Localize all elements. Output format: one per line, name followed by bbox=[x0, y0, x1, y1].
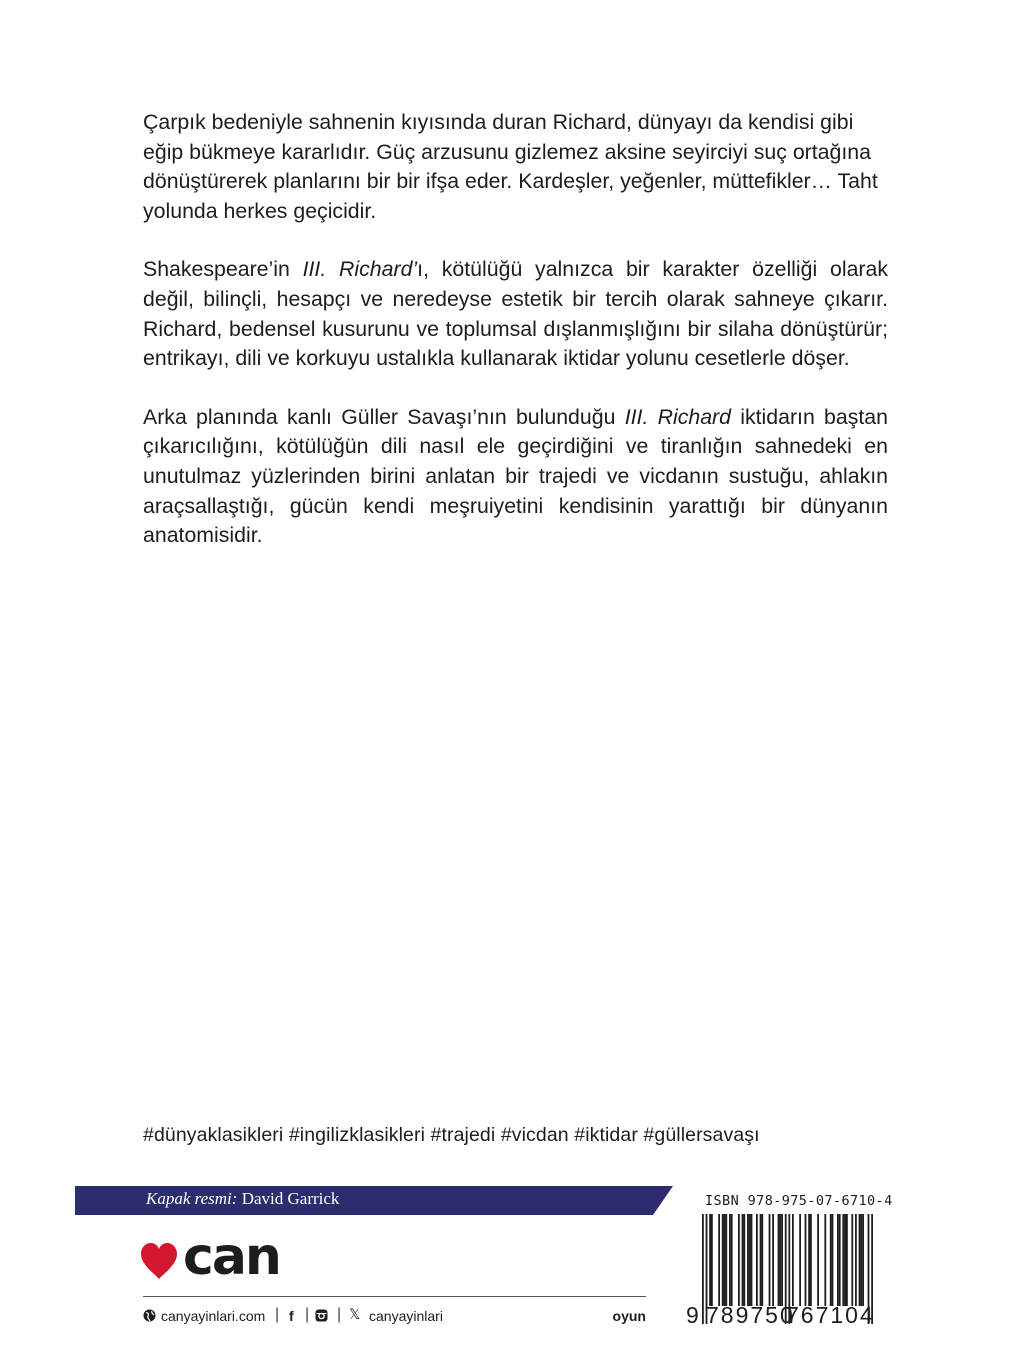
blurb-p2-start: Shakespeare’in bbox=[143, 257, 303, 282]
isbn-digits-right: 767104 bbox=[786, 1302, 875, 1328]
x-icon[interactable]: 𝕏 bbox=[349, 1307, 361, 1323]
barcode-bar bbox=[769, 1214, 771, 1306]
barcode-bar bbox=[742, 1214, 744, 1306]
isbn-digits-left: 789750 bbox=[706, 1302, 795, 1328]
separator: | bbox=[337, 1306, 342, 1323]
barcode-bar bbox=[722, 1214, 724, 1306]
back-cover-blurb bbox=[143, 108, 888, 580]
barcode-bar bbox=[846, 1214, 848, 1306]
book-title: III. Richard’ bbox=[302, 257, 418, 282]
barcode-bar bbox=[805, 1214, 807, 1306]
barcode-bar bbox=[702, 1214, 704, 1324]
barcode-bar bbox=[855, 1214, 857, 1306]
barcode-bar bbox=[844, 1214, 846, 1306]
barcode-bar bbox=[792, 1214, 794, 1306]
barcode-bar bbox=[725, 1214, 727, 1306]
barcode-bar bbox=[760, 1214, 762, 1306]
barcode-bar bbox=[724, 1214, 726, 1306]
website-link[interactable]: canyayinlari.com bbox=[161, 1308, 266, 1324]
social-handle[interactable]: canyayinlari bbox=[369, 1308, 443, 1324]
barcode-bar bbox=[731, 1214, 733, 1306]
barcode-bar bbox=[709, 1214, 711, 1306]
barcode-bar bbox=[859, 1214, 861, 1306]
globe-icon bbox=[143, 1309, 156, 1322]
instagram-icon[interactable] bbox=[315, 1309, 328, 1322]
separator: | bbox=[275, 1306, 280, 1323]
barcode-bar bbox=[810, 1214, 812, 1306]
barcode-bar bbox=[817, 1214, 819, 1306]
barcode-bar bbox=[718, 1214, 720, 1306]
barcode-bar bbox=[751, 1214, 753, 1306]
barcode-bar bbox=[779, 1214, 781, 1306]
blurb-paragraph-2 bbox=[143, 255, 888, 373]
genre-label: oyun bbox=[612, 1308, 646, 1324]
blurb-p3-start: Arka planında kanlı Güller Savaşı’nın bulunduğu bbox=[143, 404, 625, 429]
barcode-bar bbox=[842, 1214, 844, 1306]
barcode-bar bbox=[761, 1214, 763, 1306]
barcode-bar bbox=[781, 1214, 783, 1306]
publisher-footer bbox=[143, 1306, 646, 1328]
publisher-logo: can bbox=[183, 1227, 280, 1287]
hashtags: #dünyaklasikleri #ingilizklasikleri #trajedi #vicdan #iktidar #güllersavaşı bbox=[143, 1124, 760, 1146]
cover-credit-banner bbox=[75, 1186, 673, 1215]
cover-credit bbox=[146, 1189, 339, 1209]
barcode-bar bbox=[839, 1214, 841, 1306]
barcode-bar bbox=[862, 1214, 864, 1306]
separator: | bbox=[305, 1306, 310, 1323]
barcode-bar bbox=[738, 1214, 740, 1306]
barcode-bar bbox=[778, 1214, 780, 1306]
heart-icon bbox=[139, 1243, 179, 1280]
barcode-bar bbox=[747, 1214, 749, 1306]
isbn-digit-first: 9 bbox=[686, 1302, 699, 1328]
cover-credit-name: David Garrick bbox=[237, 1189, 340, 1208]
barcode-bar bbox=[743, 1214, 745, 1306]
facebook-icon[interactable]: f bbox=[289, 1308, 294, 1324]
barcode-bar bbox=[824, 1214, 826, 1306]
barcode-bar bbox=[830, 1214, 832, 1306]
barcode-bar bbox=[729, 1214, 731, 1306]
blurb-p3-rest: iktidarın baştan çıkarıcılığını, kötülüğün dili nasıl ele geçirdiğini ve tiranlığın sahnedeki en unutulmaz yüzlerinden birini anlatan bir trajedi ve vicdanın sustuğu, ahlakın araçsallaştığı, gücün kendi meşruiyetini kendisinin yarattığı bir dünyanın anatomisidir. bbox=[143, 404, 888, 548]
barcode-bar bbox=[749, 1214, 751, 1306]
barcode-bar bbox=[832, 1214, 834, 1306]
barcode-bar bbox=[808, 1214, 810, 1306]
blurb-p2-rest: ı, kötülüğü yalnızca bir karakter özelliği olarak değil, bilinçli, hesapçı ve neredeyse estetik bir tercih olarak sahneye çıkarır. Richard, bedensel kusurunu ve toplumsal dışlanmışlığını bir silaha dönüştürür; entrikayı, dili ve korkuyu ustalıkla kullanarak iktidar yolunu cesetlerle döşer. bbox=[143, 257, 888, 371]
barcode-bar bbox=[837, 1214, 839, 1306]
blurb-paragraph-1: Çarpık bedeniyle sahnenin kıyısında duran Richard, dünyayı da kendisi gibi eğip bükmeye kararlıdır. Güç arzusunu gizlemez aksine seyirciyi suç ortağına dönüştürerek planlarını bir bir ifşa eder. Kardeşler, yeğenler, müttefikler… Taht yolunda herkes geçicidir. bbox=[143, 110, 878, 223]
barcode-bar bbox=[756, 1214, 758, 1306]
barcode-bar bbox=[799, 1214, 801, 1306]
cover-credit-label: Kapak resmi: bbox=[146, 1189, 238, 1208]
footer-divider bbox=[143, 1296, 646, 1297]
barcode-bar bbox=[711, 1214, 713, 1306]
blurb-paragraph-3 bbox=[143, 403, 888, 551]
barcode-bar bbox=[851, 1214, 853, 1306]
barcode-bar bbox=[860, 1214, 862, 1306]
barcode-bar bbox=[772, 1214, 774, 1306]
isbn-label: ISBN 978-975-07-6710-4 bbox=[705, 1193, 893, 1209]
book-title: III. Richard bbox=[624, 404, 731, 429]
